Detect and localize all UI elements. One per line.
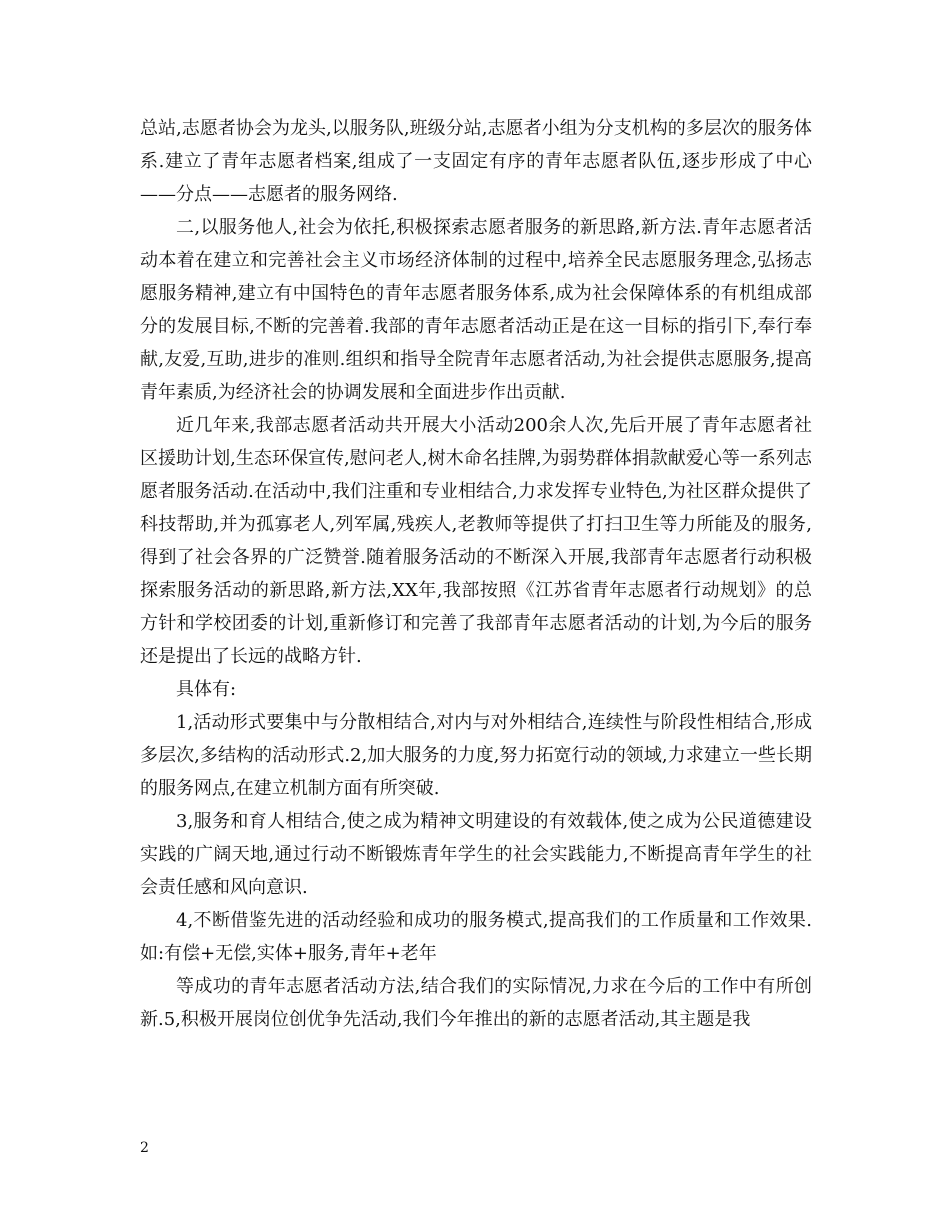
paragraph-1: 总站,志愿者协会为龙头,以服务队,班级分站,志愿者小组为分支机构的多层次的服务体系.建立了青年志愿者档案,组成了一支固定有序的青年志愿者队伍,逐步形成了中心——分点——志愿者的服务网络. <box>140 118 812 205</box>
paragraph-8: 等成功的青年志愿者活动方法,结合我们的实际情况,力求在今后的工作中有所创新.5,积极开展岗位创优争先活动,我们今年推出的新的志愿者活动,其主题是我 <box>140 976 812 1030</box>
paragraph-2: 二,以服务他人,社会为依托,积极探索志愿者服务的新思路,新方法.青年志愿者活动本着在建立和完善社会主义市场经济体制的过程中,培养全民志愿服务理念,弘扬志愿服务精神,建立有中国特色的青年志愿者服务体系,成为社会保障体系的有机组成部分的发展目标,不断的完善着.我部的青年志愿者活动正是在这一目标的指引下,奉行奉献,友爱,互助,进步的准则.组织和指导全院青年志愿者活动,为社会提供志愿服务,提高青年素质,为经济社会的协调发展和全面进步作出贡献. <box>140 217 812 403</box>
page-number: 2 <box>140 1140 149 1156</box>
paragraph-7: 4,不断借鉴先进的活动经验和成功的服务模式,提高我们的工作质量和工作效果.如:有偿+无偿,实体+服务,青年+老年 <box>140 910 812 964</box>
paragraph-3: 近几年来,我部志愿者活动共开展大小活动200余人次,先后开展了青年志愿者社区援助计划,生态环保宣传,慰问老人,树木命名挂牌,为弱势群体捐款献爱心等一系列志愿者服务活动.在活动中,我们注重和专业相结合,力求发挥专业特色,为社区群众提供了科技帮助,并为孤寡老人,列军属,残疾人,老教师等提供了打扫卫生等力所能及的服务,得到了社会各界的广泛赞誉.随着服务活动的不断深入开展,我部青年志愿者行动积极探索服务活动的新思路,新方法,XX年,我部按照《江苏省青年志愿者行动规划》的总方针和学校团委的计划,重新修订和完善了我部青年志愿者活动的计划,为今后的服务还是提出了长远的战略方针. <box>140 415 812 667</box>
document-body <box>140 112 812 1036</box>
paragraph-4: 具体有: <box>176 679 237 700</box>
paragraph-6: 3,服务和育人相结合,使之成为精神文明建设的有效载体,使之成为公民道德建设实践的广阔天地,通过行动不断锻炼青年学生的社会实践能力,不断提高青年学生的社会责任感和风向意识. <box>140 811 812 898</box>
paragraph-5: 1,活动形式要集中与分散相结合,对内与对外相结合,连续性与阶段性相结合,形成多层次,多结构的活动形式.2,加大服务的力度,努力拓宽行动的领域,力求建立一些长期的服务网点,在建立机制方面有所突破. <box>140 712 812 799</box>
